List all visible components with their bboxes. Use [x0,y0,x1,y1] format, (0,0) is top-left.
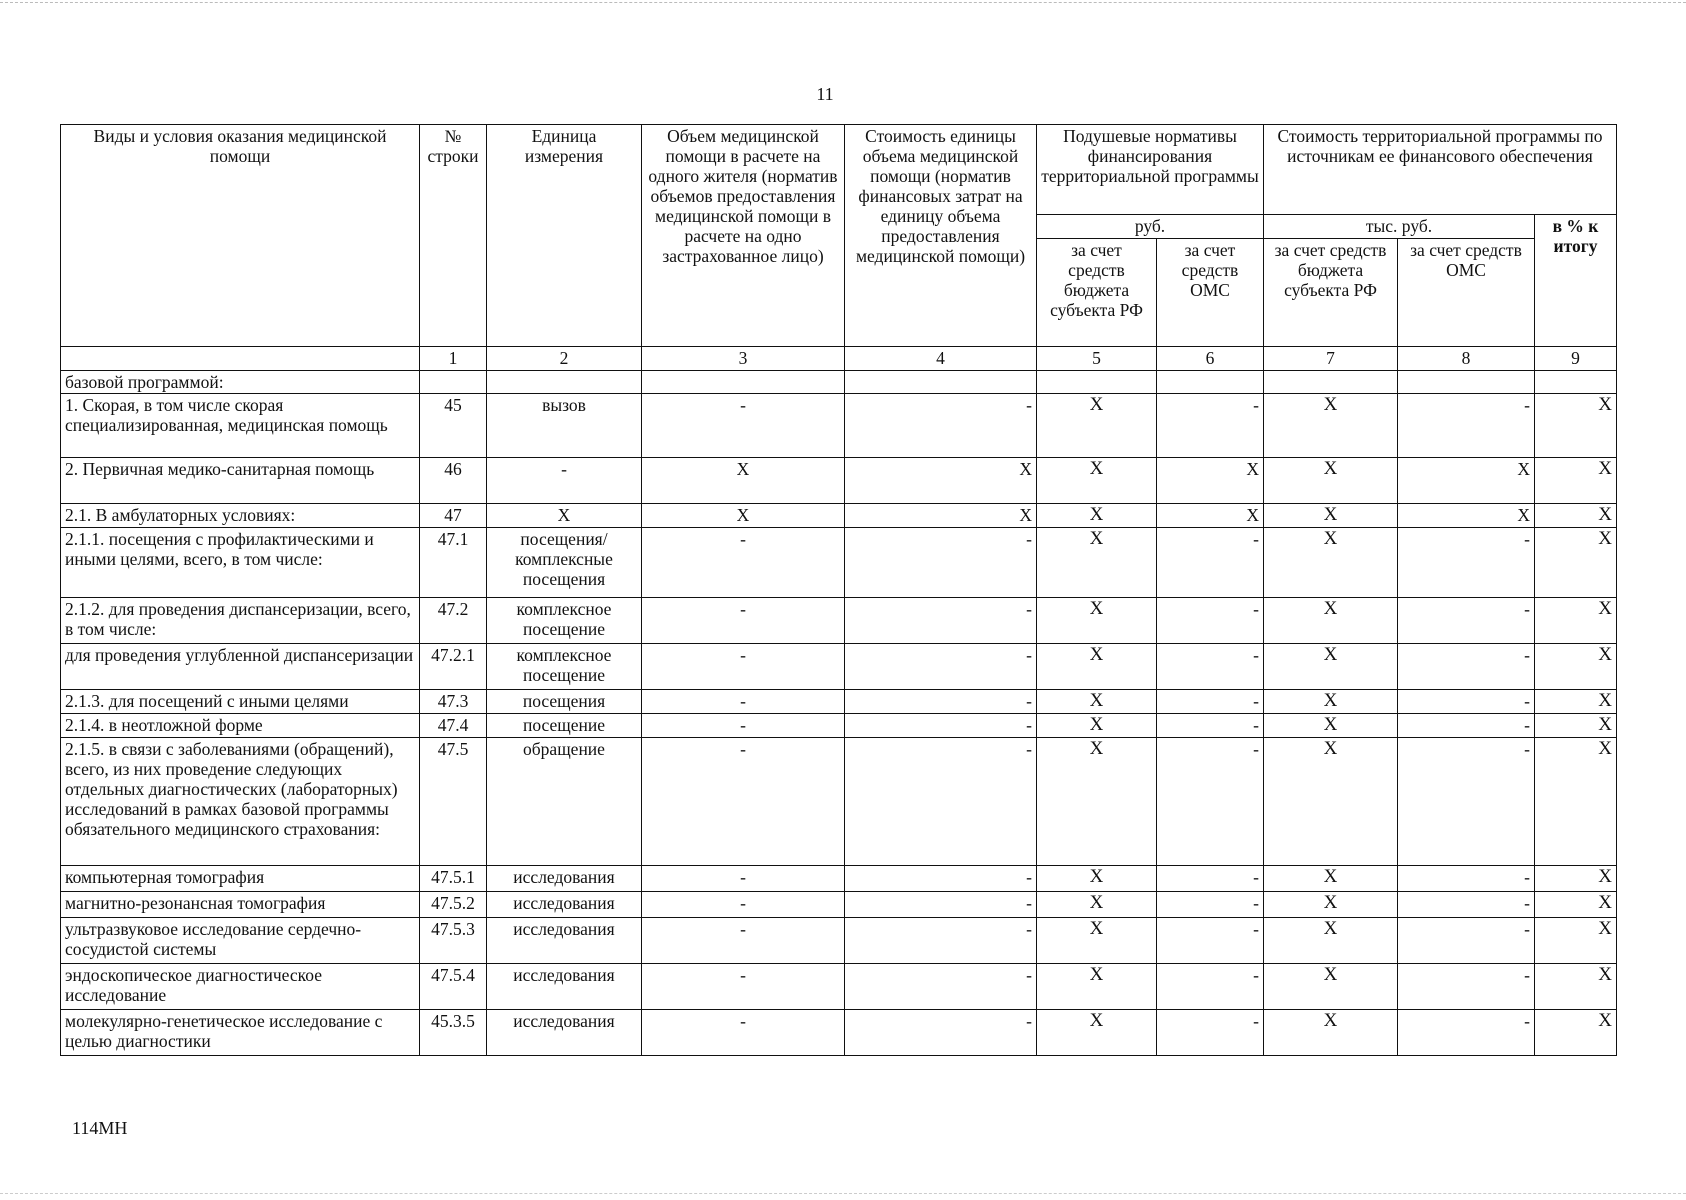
row-number: 47.1 [420,528,487,598]
row-unit: - [487,458,642,504]
column-number: 1 [420,347,487,371]
footer-code: 114МН [72,1118,128,1138]
row-name: 2.1. В амбулаторных условиях: [61,504,420,528]
section-row [61,371,1617,394]
cell-cost-oms: - [1398,964,1535,1010]
row-unit: посещения/ комплексные посещения [487,528,642,598]
cell-volume: X [642,504,845,528]
cell-volume: - [642,892,845,918]
cell-cost-oms: - [1398,394,1535,458]
cell-unit-cost: - [845,690,1037,714]
cell-volume: - [642,644,845,690]
table-row [61,892,1617,918]
table-row [61,1010,1617,1056]
table-row [61,394,1617,458]
header-volume: Объем медицинской помощи в расчете на одного жителя (норматив объемов предоставления медицинской помощи в расчете на одно застрахованное лицо) [642,125,845,347]
row-unit: исследования [487,866,642,892]
table-row [61,644,1617,690]
cell-per-capita-oms: - [1157,394,1264,458]
scan-edge-bottom [0,1193,1686,1194]
cell-pct-total: X [1535,458,1617,504]
cell-cost-budget: X [1264,644,1398,690]
column-number: 3 [642,347,845,371]
header-unit: Единица измерения [487,125,642,347]
row-unit: вызов [487,394,642,458]
row-unit: исследования [487,918,642,964]
cell-pct-total: X [1535,1010,1617,1056]
cell-cost-budget: X [1264,714,1398,738]
cell-per-capita-oms: - [1157,1010,1264,1056]
row-unit: исследования [487,1010,642,1056]
row-number: 45 [420,394,487,458]
cell-per-capita-budget: X [1037,394,1157,458]
column-number: 5 [1037,347,1157,371]
header-budget-7: за счет средств бюджета субъекта РФ [1264,239,1398,347]
cell-per-capita-oms: - [1157,714,1264,738]
cell-cost-budget: X [1264,1010,1398,1056]
column-number: 9 [1535,347,1617,371]
cell-volume: - [642,918,845,964]
row-number: 47.2.1 [420,644,487,690]
header-per-capita: Подушевые нормативы финансирования территориальной программы [1037,125,1264,215]
row-number: 47.5.2 [420,892,487,918]
cell-per-capita-budget: X [1037,1010,1157,1056]
section-label: базовой программой: [61,371,420,394]
cell-volume: - [642,394,845,458]
cell-cost-budget: X [1264,738,1398,866]
financing-table [60,124,1617,1056]
cell-pct-total: X [1535,918,1617,964]
row-unit: посещение [487,714,642,738]
cell-volume: - [642,528,845,598]
row-name: эндоскопическое диагностическое исследование [61,964,420,1010]
cell-pct-total: X [1535,504,1617,528]
cell-unit-cost: - [845,918,1037,964]
header-row-no: № строки [420,125,487,347]
cell-volume: - [642,690,845,714]
cell-per-capita-budget: X [1037,504,1157,528]
cell-cost-oms: - [1398,866,1535,892]
cell-pct-total: X [1535,714,1617,738]
row-number: 47.2 [420,598,487,644]
column-number: 7 [1264,347,1398,371]
cell-per-capita-oms: - [1157,528,1264,598]
row-number: 47.5.3 [420,918,487,964]
cell-volume: - [642,866,845,892]
table-row [61,918,1617,964]
cell-per-capita-oms: - [1157,892,1264,918]
row-name: 2.1.2. для проведения диспансеризации, всего, в том числе: [61,598,420,644]
row-unit: посещения [487,690,642,714]
cell-pct-total: X [1535,892,1617,918]
row-number: 47.5.1 [420,866,487,892]
column-number: 8 [1398,347,1535,371]
row-name: для проведения углубленной диспансеризации [61,644,420,690]
row-unit: обращение [487,738,642,866]
table-row [61,964,1617,1010]
cell-per-capita-budget: X [1037,892,1157,918]
table-row [61,528,1617,598]
row-number: 47 [420,504,487,528]
cell-per-capita-oms: - [1157,918,1264,964]
table-row [61,504,1617,528]
cell-per-capita-budget: X [1037,714,1157,738]
cell-cost-budget: X [1264,528,1398,598]
cell-per-capita-oms: X [1157,504,1264,528]
cell-unit-cost: - [845,964,1037,1010]
column-number: 4 [845,347,1037,371]
cell-cost-oms: - [1398,714,1535,738]
cell-per-capita-budget: X [1037,644,1157,690]
cell-cost-budget: X [1264,690,1398,714]
cell-per-capita-oms: - [1157,690,1264,714]
cell-volume: - [642,598,845,644]
page-number: 11 [816,84,834,104]
row-name: 1. Скорая, в том числе скорая специализированная, медицинская помощь [61,394,420,458]
cell-pct-total: X [1535,964,1617,1010]
row-name: магнитно-резонансная томография [61,892,420,918]
row-name: ультразвуковое исследование сердечно-сосудистой системы [61,918,420,964]
cell-unit-cost: - [845,892,1037,918]
cell-cost-oms: X [1398,458,1535,504]
row-unit: комплексное посещение [487,598,642,644]
header-budget-5: за счет средств бюджета субъекта РФ [1037,239,1157,347]
cell-per-capita-budget: X [1037,918,1157,964]
cell-per-capita-oms: - [1157,964,1264,1010]
cell-pct-total: X [1535,598,1617,644]
cell-cost-oms: - [1398,1010,1535,1056]
row-number: 46 [420,458,487,504]
cell-unit-cost: - [845,598,1037,644]
header-program-cost: Стоимость территориальной программы по источникам ее финансового обеспечения [1264,125,1617,215]
table-row [61,598,1617,644]
cell-per-capita-budget: X [1037,690,1157,714]
column-number: 6 [1157,347,1264,371]
cell-per-capita-budget: X [1037,866,1157,892]
cell-unit-cost: - [845,714,1037,738]
cell-cost-oms: - [1398,644,1535,690]
cell-volume: X [642,458,845,504]
cell-cost-oms: - [1398,918,1535,964]
row-number: 47.3 [420,690,487,714]
table-row [61,738,1617,866]
cell-unit-cost: - [845,528,1037,598]
cell-unit-cost: X [845,458,1037,504]
column-number-blank [61,347,420,371]
cell-per-capita-oms: - [1157,866,1264,892]
cell-cost-budget: X [1264,892,1398,918]
column-number-row [61,347,1617,371]
cell-pct-total: X [1535,738,1617,866]
cell-pct-total: X [1535,690,1617,714]
cell-pct-total: X [1535,644,1617,690]
cell-volume: - [642,1010,845,1056]
cell-pct-total: X [1535,528,1617,598]
column-number: 2 [487,347,642,371]
cell-per-capita-budget: X [1037,738,1157,866]
row-number: 47.5 [420,738,487,866]
cell-cost-budget: X [1264,964,1398,1010]
row-number: 45.3.5 [420,1010,487,1056]
row-name: компьютерная томография [61,866,420,892]
cell-volume: - [642,714,845,738]
row-number: 47.4 [420,714,487,738]
header-thous-rub: тыс. руб. [1264,215,1535,239]
cell-per-capita-oms: X [1157,458,1264,504]
cell-cost-oms: - [1398,892,1535,918]
cell-pct-total: X [1535,866,1617,892]
cell-cost-budget: X [1264,504,1398,528]
header-oms-8: за счет средств ОМС [1398,239,1535,347]
row-name: 2.1.3. для посещений с иными целями [61,690,420,714]
header-rub: руб. [1037,215,1264,239]
row-name: молекулярно-генетическое исследование с целью диагностики [61,1010,420,1056]
cell-per-capita-oms: - [1157,598,1264,644]
cell-cost-oms: - [1398,598,1535,644]
cell-cost-oms: - [1398,690,1535,714]
row-unit: X [487,504,642,528]
row-unit: исследования [487,964,642,1010]
cell-volume: - [642,964,845,1010]
scan-edge-top [0,2,1686,3]
cell-unit-cost: - [845,738,1037,866]
cell-cost-budget: X [1264,598,1398,644]
row-name: 2.1.1. посещения с профилактическими и иными целями, всего, в том числе: [61,528,420,598]
cell-per-capita-budget: X [1037,964,1157,1010]
row-number: 47.5.4 [420,964,487,1010]
row-unit: исследования [487,892,642,918]
row-name: 2.1.4. в неотложной форме [61,714,420,738]
header-oms-6: за счет средств ОМС [1157,239,1264,347]
table-row [61,866,1617,892]
cell-per-capita-oms: - [1157,644,1264,690]
cell-cost-budget: X [1264,458,1398,504]
header-type: Виды и условия оказания медицинской помощи [61,125,420,347]
row-name: 2.1.5. в связи с заболеваниями (обращений), всего, из них проведение следующих отдельных диагностических (лабораторных) исследований в рамках базовой программы обязательного медицинского страхования: [61,738,420,866]
cell-unit-cost: X [845,504,1037,528]
cell-cost-oms: - [1398,528,1535,598]
cell-pct-total: X [1535,394,1617,458]
cell-cost-oms: X [1398,504,1535,528]
cell-per-capita-budget: X [1037,458,1157,504]
cell-per-capita-budget: X [1037,528,1157,598]
cell-unit-cost: - [845,644,1037,690]
cell-per-capita-budget: X [1037,598,1157,644]
header-pct-total: в % к итогу [1535,215,1617,347]
cell-unit-cost: - [845,866,1037,892]
cell-cost-budget: X [1264,918,1398,964]
cell-unit-cost: - [845,394,1037,458]
header-unit-cost: Стоимость единицы объема медицинской помощи (норматив финансовых затрат на единицу объема предоставления медицинской помощи) [845,125,1037,347]
table-row [61,458,1617,504]
cell-cost-budget: X [1264,866,1398,892]
cell-cost-budget: X [1264,394,1398,458]
table-row [61,714,1617,738]
cell-unit-cost: - [845,1010,1037,1056]
cell-cost-oms: - [1398,738,1535,866]
cell-per-capita-oms: - [1157,738,1264,866]
row-unit: комплексное посещение [487,644,642,690]
cell-volume: - [642,738,845,866]
row-name: 2. Первичная медико-санитарная помощь [61,458,420,504]
table-row [61,690,1617,714]
